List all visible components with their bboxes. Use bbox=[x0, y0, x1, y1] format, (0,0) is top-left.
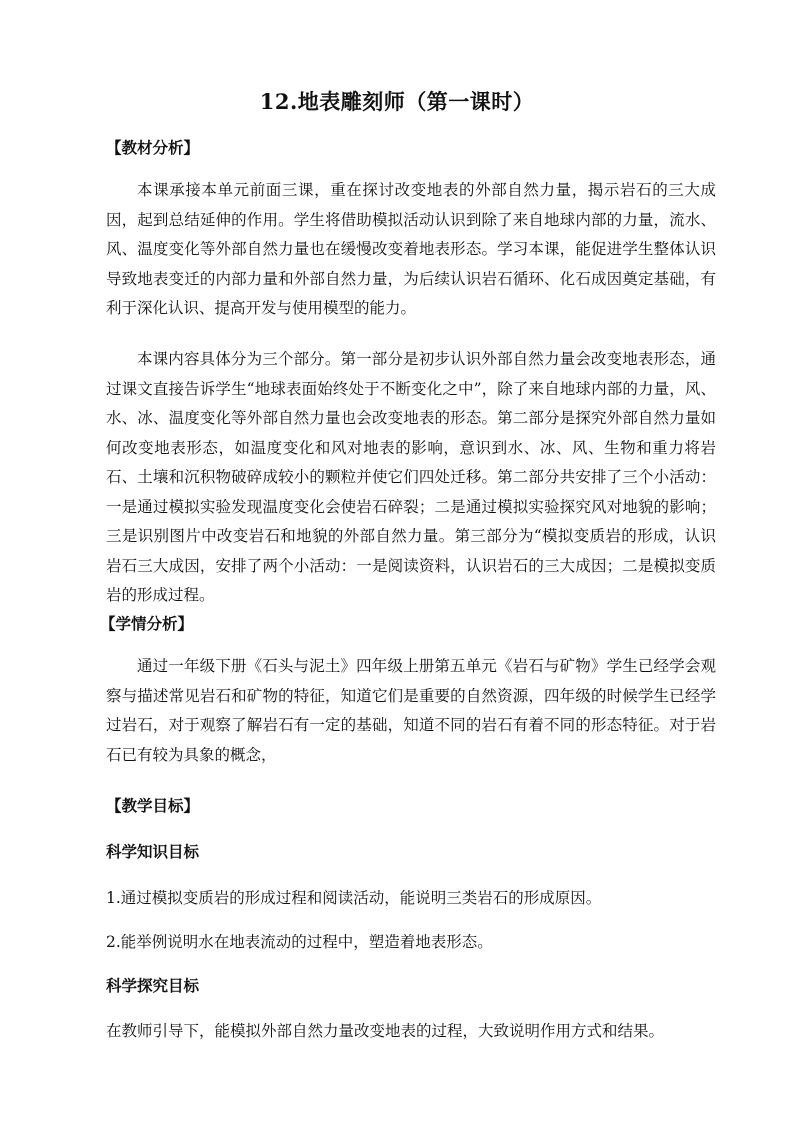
subheading-knowledge-goals: 科学知识目标 bbox=[106, 842, 200, 861]
heading-learner-analysis: 【学情分析】 bbox=[100, 614, 194, 633]
heading-teaching-goals: 【教学目标】 bbox=[106, 796, 200, 815]
page-title: 12.地表雕刻师（第一课时） bbox=[259, 89, 535, 114]
heading-materials-analysis: 【教材分析】 bbox=[106, 138, 200, 157]
goal-item: 1.通过模拟变质岩的形成过程和阅读活动，能说明三类岩石的形成原因。 bbox=[106, 889, 602, 907]
goal-item: 2.能举例说明水在地表流动的过程中，塑造着地表形态。 bbox=[106, 933, 493, 951]
goal-item: 在教师引导下，能模拟外部自然力量改变地表的过程，大致说明作用方式和结果。 bbox=[106, 1022, 665, 1040]
subheading-inquiry-goals: 科学探究目标 bbox=[106, 976, 200, 995]
paragraph-materials-1: 本课承接本单元前面三课，重在探讨改变地表的外部自然力量，揭示岩石的三大成因，起到总结延伸的作用。学生将借助模拟活动认识到除了来自地球内部的力量，流水、风、温度变化等外部自然力量也在缓慢改变着地表形态。学习本课，能促进学生整体认识导致地表变迁的内部力量和外部自然力量，为后续认识岩石循环、化石成因奠定基础，有利于深化认识、提高开发与使用模型的能力。 bbox=[106, 181, 716, 317]
paragraph-materials-2: 本课内容具体分为三个部分。第一部分是初步认识外部自然力量会改变地表形态，通过课文直接告诉学生“地球表面始终处于不断变化之中”，除了来自地球内部的力量，风、水、冰、温度变化等外部自然力量也会改变地表的形态。第二部分是探究外部自然力量如何改变地表形态，如温度变化和风对地表的影响，意识到水、冰、风、生物和重力将岩石、土壤和沉积物破碎成较小的颗粒并使它们四处迁移。第二部分共安排了三个小活动：一是通过模拟实验发现温度变化会使岩石碎裂；二是通过模拟实验探究风对地貌的影响；三是识别图片中改变岩石和地貌的外部自然力量。第三部分为“模拟变质岩的形成，认识岩石三大成因，安排了两个小活动：一是阅读资料，认识岩石的三大成因；二是模拟变质岩的形成过程。 bbox=[106, 350, 716, 604]
paragraph-learner-1: 通过一年级下册《石头与泥土》四年级上册第五单元《岩石与矿物》学生已经学会观察与描述常见岩石和矿物的特征，知道它们是重要的自然资源，四年级的时候学生已经学过岩石，对于观察了解岩石有一定的基础，知道不同的岩石有着不同的形态特征。对于岩石已有较为具象的概念， bbox=[106, 657, 716, 764]
